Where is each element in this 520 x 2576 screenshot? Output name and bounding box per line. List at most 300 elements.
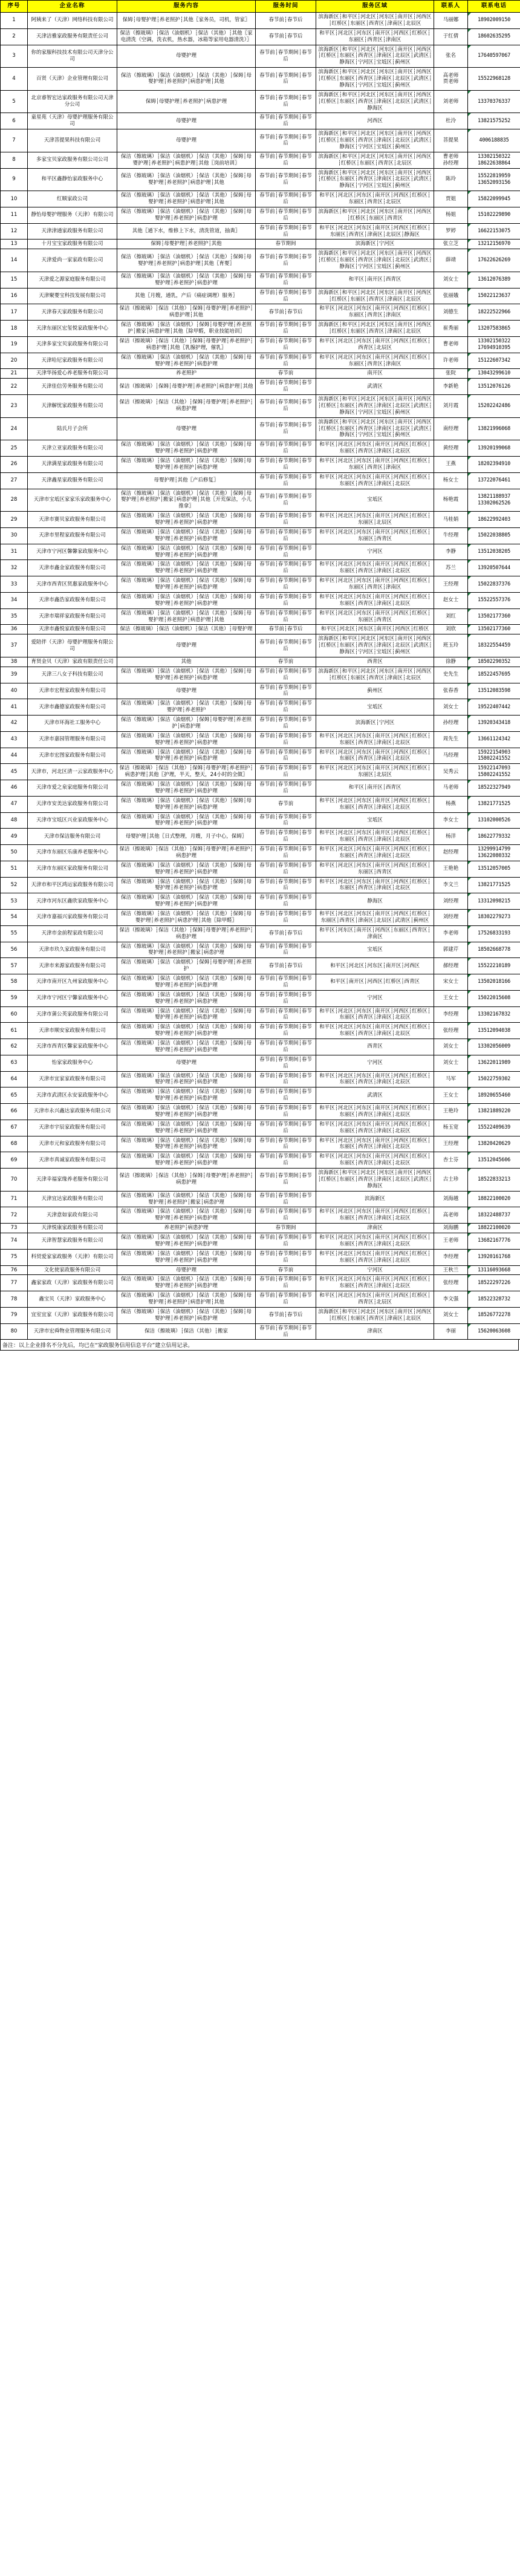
cell-service-time: 春节前┆春节期间┆春节后 <box>256 1087 316 1104</box>
cell-service-time: 春节前┆春节期间┆春节后 <box>256 129 316 152</box>
cell-services: 保洁（擦玻璃）┆保洁（油烟机）┆保洁（其他）┆保姆┆母婴护理┆养老照护┆病患护理 <box>117 272 256 288</box>
cell-service-time: 春节前┆春节后 <box>256 304 316 321</box>
cell-service-time: 春节前┆春节期间┆春节后 <box>256 1323 316 1340</box>
cell-services: 保洁（擦玻璃）┆保洁（油烟机）┆保洁（其他）┆保姆┆母婴护理┆养老照护┆病患护理 <box>117 1249 256 1265</box>
cell-contact-phone: 15022015608 <box>468 990 520 1006</box>
cell-contact-person: 高老师 贾老师 <box>434 68 468 91</box>
cell-service-area: 和平区┆河北区┆河东区┆南开区┆河西区┆红桥区┆东丽区┆西青区 <box>316 608 434 625</box>
cell-services: 保洁（擦玻璃）┆保洁（其他）┆搬家 <box>117 1323 256 1340</box>
cell-index: 67 <box>1 1120 28 1136</box>
cell-contact-phone: 18920655460 <box>468 1087 520 1104</box>
cell-service-area: 滨海新区┆宁河区 <box>316 240 434 249</box>
cell-service-time: 春节前┆春节期间┆春节后 <box>256 560 316 576</box>
cell-contact-phone: 19522407442 <box>468 699 520 716</box>
cell-services: 保洁（擦玻璃）┆保洁（油烟机）┆保洁（其他）┆保姆┆母婴护理┆养老照护┆病患护理┆其他〖除甲醛〗 <box>117 910 256 926</box>
cell-contact-person: 南经理 <box>434 417 468 440</box>
cell-contact-person: 马桂娟 <box>434 512 468 528</box>
table-row <box>1 45 520 68</box>
cell-contact-person: 王艳艳 <box>434 861 468 877</box>
table-row <box>1 1071 520 1087</box>
cell-service-area: 和平区┆河北区┆河东区┆南开区┆河西区┆红桥区┆东丽区┆西青区┆津南区┆北辰区┆武清区┆蓟州区 <box>316 910 434 926</box>
cell-service-area: 河西区 <box>316 113 434 129</box>
cell-services: 保洁（擦玻璃）┆保洁（油烟机）┆保洁（其他）┆保姆┆母婴护理┆养老照护┆病患护理 <box>117 440 256 457</box>
cell-index: 74 <box>1 1233 28 1250</box>
cell-contact-person: 杨姐 <box>434 207 468 223</box>
cell-service-time: 春节前 <box>256 1265 316 1275</box>
cell-index: 66 <box>1 1104 28 1120</box>
cell-contact-phone: 18526772278 <box>468 1307 520 1323</box>
cell-contact-phone: 13302167832 <box>468 1006 520 1023</box>
cell-service-area: 滨海新区 <box>316 1191 434 1207</box>
cell-service-area: 和平区┆河北区┆河东区┆南开区┆河西区┆红桥区┆东丽区┆西青区┆津南区┆北辰区 <box>316 560 434 576</box>
cell-services: 保洁（擦玻璃）┆保洁（油烟机）┆保洁（其他）┆保姆┆母婴护理┆养老照护┆病患护理 <box>117 576 256 593</box>
cell-services: 保洁（擦玻璃）┆保洁（其他）┆保姆┆母婴护理┆养老照护┆病患护理┆其他 <box>117 304 256 321</box>
cell-company-name: 天津市武清区永安家政服务中心 <box>28 1087 117 1104</box>
cell-service-time: 春节前┆春节后 <box>256 1307 316 1323</box>
cell-company-name: 科贸爱家家政服务（天津）有限公司 <box>28 1249 117 1265</box>
cell-company-name: 多家宝贝家政服务有限公司公司 <box>28 152 117 168</box>
cell-contact-person: 刘女士 <box>434 1039 468 1055</box>
table-row <box>1 1323 520 1340</box>
cell-company-name: 天津市宜家家政服务有限公司 <box>28 1071 117 1087</box>
cell-service-area: 津南区 <box>316 1224 434 1233</box>
table-row <box>1 845 520 861</box>
cell-contact-person: 李女士 <box>434 812 468 829</box>
cell-service-area: 宝坻区 <box>316 812 434 829</box>
cell-company-name: 天津市宏舜物业管理服务有限公司 <box>28 1323 117 1340</box>
cell-service-area: 和平区┆河北区┆河东区┆南开区┆河西区┆红桥区 <box>316 625 434 634</box>
cell-service-time: 春节前┆春节期间┆春节后 <box>256 440 316 457</box>
cell-service-time: 春节前┆春节期间┆春节后 <box>256 489 316 512</box>
cell-company-name: 天津智慧家政服务有限公司 <box>28 1233 117 1250</box>
cell-company-name: 爱陪伴（天津）母婴护理服务有限公司 <box>28 634 117 657</box>
cell-service-time: 春节前┆春节期间┆春节后 <box>256 1039 316 1055</box>
cell-contact-phone: 13212156970 <box>468 240 520 249</box>
cell-index: 80 <box>1 1323 28 1340</box>
column-header-time: 服务时间 <box>256 1 316 13</box>
cell-service-area: 宝坻区 <box>316 942 434 958</box>
cell-contact-phone: 15522210189 <box>468 958 520 974</box>
cell-service-time: 春节前┆春节期间┆春节后 <box>256 716 316 732</box>
cell-contact-phone: 18602635295 <box>468 28 520 45</box>
cell-service-time: 春节前┆春节期间┆春节后 <box>256 168 316 191</box>
cell-service-area: 和平区┆河北区┆河东区┆南开区┆河西区┆红桥区┆东丽区┆西青区 <box>316 861 434 877</box>
cell-service-time: 春节前┆春节期间┆春节后 <box>256 1023 316 1039</box>
cell-service-area: 和平区┆河北区┆河东区┆南开区┆河西区┆红桥区┆东丽区┆北辰区 <box>316 512 434 528</box>
cell-service-time: 春节前┆春节期间┆春节后 <box>256 207 316 223</box>
cell-contact-person: 宋女士 <box>434 974 468 991</box>
cell-index: 59 <box>1 990 28 1006</box>
cell-services: 保洁（擦玻璃）┆保洁（其他）┆保姆┆母婴护理┆养老照护┆病患护理┆其他〖护理，半天，整天，24小时的全做〗 <box>117 764 256 780</box>
table-row <box>1 68 520 91</box>
table-row <box>1 1224 520 1233</box>
cell-service-area: 和平区┆河北区┆河东区┆南开区┆河西区┆红桥区┆东丽区┆西青区┆津南区┆北辰区 <box>316 1006 434 1023</box>
cell-services: 保洁（擦玻璃）┆保洁（油烟机）┆保洁（其他）┆保姆┆母婴护理┆养老照护┆病患护理 <box>117 560 256 576</box>
cell-contact-person: 马丽娜 <box>434 13 468 29</box>
cell-service-time: 春节前┆春节期间┆春节后 <box>256 1152 316 1169</box>
table-row <box>1 113 520 129</box>
cell-contact-person: 李老师 <box>434 925 468 942</box>
cell-contact-phone: 13920161768 <box>468 1249 520 1265</box>
cell-service-time: 春节前┆春节期间┆春节后 <box>256 942 316 958</box>
cell-index: 71 <box>1 1191 28 1207</box>
cell-company-name: 天津市鑫悦家政服务有限公司 <box>28 625 117 634</box>
cell-company-name: 天津立亚家政服务有限公司 <box>28 440 117 457</box>
cell-index: 47 <box>1 796 28 812</box>
cell-contact-phone: 13920507644 <box>468 560 520 576</box>
table-row <box>1 288 520 304</box>
cell-company-name: 天津聚婴宝科技发展有限公司 <box>28 288 117 304</box>
cell-service-time: 春节前┆春节后 <box>256 28 316 45</box>
cell-contact-phone: 18522327949 <box>468 780 520 797</box>
table-row <box>1 877 520 893</box>
cell-contact-phone: 13312098215 <box>468 893 520 910</box>
cell-services: 保洁（擦玻璃）┆保洁（油烟机）┆保洁（其他）┆保姆┆母婴护理┆养老照护┆病患护理┆其他 <box>117 608 256 625</box>
cell-services: 保洁（擦玻璃）┆保洁（油烟机）┆保洁（其他）┆保姆┆母婴护理┆养老照护┆病患护理 <box>117 1006 256 1023</box>
cell-service-time: 春节前┆春节期间┆春节后 <box>256 829 316 845</box>
cell-services: 保洁（擦玻璃）┆保洁（油烟机）┆保洁（其他）┆保姆┆母婴护理┆养老照护┆搬家┆病患护理 <box>117 1191 256 1207</box>
table-row <box>1 191 520 207</box>
cell-contact-person: 高老师 <box>434 1207 468 1224</box>
cell-service-time: 春节前┆春节期间┆春节后 <box>256 877 316 893</box>
cell-contact-person: 李文兰 <box>434 877 468 893</box>
cell-company-name: 天津市西青区馨家家政服务中心 <box>28 1039 117 1055</box>
cell-index: 12 <box>1 223 28 240</box>
cell-index: 11 <box>1 207 28 223</box>
cell-service-area: 和平区┆河北区┆河东区┆南开区┆河西区┆红桥区┆东丽区┆西青区┆津南区┆北辰区 <box>316 1207 434 1224</box>
cell-contact-phone: 4006188835 <box>468 129 520 152</box>
cell-service-area: 武清区 <box>316 379 434 395</box>
cell-contact-person: 牛经理 <box>434 527 468 544</box>
cell-company-name: 天津华扬爱心养老服务有限公司 <box>28 369 117 379</box>
cell-company-name: 天津市真诚家政服务有限公司 <box>28 1152 117 1169</box>
cell-contact-person: 杨女士 <box>434 472 468 489</box>
cell-service-time: 春节前┆春节期间┆春节后 <box>256 353 316 369</box>
table-row <box>1 304 520 321</box>
cell-company-name: 天津市宇辰家政服务有限公司 <box>28 1120 117 1136</box>
cell-company-name: 鑫宝贝（天津）家政服务中心 <box>28 1291 117 1308</box>
cell-service-area: 蓟州区 <box>316 683 434 699</box>
cell-service-time: 春节前┆春节期间┆春节后 <box>256 683 316 699</box>
cell-company-name: 天津市鑫浩家政服务有限公司 <box>28 592 117 608</box>
table-row <box>1 634 520 657</box>
cell-company-name: 阿姨来了（天津）网络科技有限公司 <box>28 13 117 29</box>
cell-contact-phone: 17526833193 <box>468 925 520 942</box>
cell-company-name: 天津市嘉园管理服务有限公司 <box>28 731 117 748</box>
cell-services: 保洁（擦玻璃）┆保洁（油烟机）┆保洁（其他）┆保姆┆母婴护理┆养老照护┆病患护理 <box>117 1207 256 1224</box>
cell-services: 保洁（擦玻璃）┆保姆┆母婴护理┆养老照护┆病患护理┆其他 <box>117 379 256 395</box>
table-row <box>1 417 520 440</box>
table-row <box>1 699 520 716</box>
cell-contact-person: 王秋兰 <box>434 1265 468 1275</box>
cell-contact-person: 刘女士 <box>434 1307 468 1323</box>
cell-company-name: 天津市西青区贤惠家政服务中心 <box>28 576 117 593</box>
cell-contact-phone: 13722076461 <box>468 472 520 489</box>
cell-service-time: 春节前┆春节期间┆春节后 <box>256 974 316 991</box>
cell-contact-person: 杨玉宽 <box>434 1120 468 1136</box>
cell-service-area: 滨海新区┆和平区┆河北区┆河东区┆南开区┆河西区┆红桥区┆东丽区┆西青区┆津南区┆北辰区┆武清区┆静海区┆宁河区┆宝坻区┆蓟州区 <box>316 45 434 68</box>
cell-contact-phone: 13207583865 <box>468 321 520 337</box>
cell-index: 30 <box>1 527 28 544</box>
cell-service-time: 春节前┆春节期间┆春节后 <box>256 592 316 608</box>
table-row <box>1 958 520 974</box>
cell-contact-phone: 13612076389 <box>468 272 520 288</box>
cell-contact-person: 杨洋 <box>434 829 468 845</box>
cell-contact-phone: 18822100020 <box>468 1191 520 1207</box>
cell-index: 54 <box>1 910 28 926</box>
cell-contact-person: 王女士 <box>434 1087 468 1104</box>
cell-contact-person: 李静 <box>434 544 468 560</box>
cell-services: 保洁（擦玻璃）┆保洁（油烟机）┆保洁（其他）┆保姆┆母婴护理┆养老照护┆病患护理 <box>117 990 256 1006</box>
cell-index: 68 <box>1 1136 28 1152</box>
cell-service-area: 津南区 <box>316 1323 434 1340</box>
cell-contact-phone: 15522819959 13652093156 <box>468 168 520 191</box>
cell-service-time: 春节前┆春节期间┆春节后 <box>256 472 316 489</box>
cell-service-time: 春节前 <box>256 657 316 667</box>
cell-contact-phone: 15922154903 15802241552 <box>468 748 520 764</box>
cell-company-name: 天津春天家政服务有限公司 <box>28 304 117 321</box>
cell-service-area: 宝坻区 <box>316 699 434 716</box>
table-row <box>1 129 520 152</box>
cell-service-area: 和平区┆河北区┆河东区┆南开区┆河西区┆红桥区┆东丽区┆西青区┆津南区┆北辰区 <box>316 796 434 812</box>
cell-service-time: 春节前┆春节后 <box>256 925 316 942</box>
header-row <box>1 1 520 13</box>
table-row <box>1 861 520 877</box>
cell-index: 60 <box>1 1006 28 1023</box>
table-row <box>1 1006 520 1023</box>
cell-contact-phone: 13622011989 <box>468 1055 520 1071</box>
cell-services: 养老照护┆病患护理 <box>117 1224 256 1233</box>
cell-contact-phone: 18522833213 <box>468 1169 520 1192</box>
cell-service-area: 宁河区 <box>316 1265 434 1275</box>
cell-contact-phone: 18822100020 <box>468 1224 520 1233</box>
cell-service-time: 春节前┆春节期间┆春节后 <box>256 272 316 288</box>
cell-company-name: 天津市安美达家政服务有限公司 <box>28 796 117 812</box>
cell-contact-phone: 13302150322 17694910395 <box>468 336 520 353</box>
cell-services: 保洁（擦玻璃）┆保洁（油烟机）┆保洁（其他）┆保姆┆母婴护理┆养老照护┆病患护理 <box>117 667 256 683</box>
table-row <box>1 28 520 45</box>
cell-service-time: 春节前┆春节期间┆春节后 <box>256 223 316 240</box>
cell-services: 保洁（擦玻璃）┆保洁（油烟机）┆保洁（其他）┆保姆┆母婴护理┆养老照护┆病患护理 <box>117 1071 256 1087</box>
cell-services: 保洁（擦玻璃）┆保洁（油烟机）┆保洁（其他）┆保姆┆母婴护理┆养老照护┆病患护理┆其他〖育婴〗 <box>117 249 256 272</box>
cell-services: 保洁（擦玻璃）┆保洁（油烟机）┆保姆┆母婴护理┆养老照护┆搬家┆病患护理┆其他〖除甲醛，职业技能培训〗 <box>117 321 256 337</box>
cell-contact-phone: 13512076126 <box>468 379 520 395</box>
cell-contact-person: 刘海越 <box>434 1191 468 1207</box>
cell-contact-person: 王经理 <box>434 1136 468 1152</box>
cell-index: 6 <box>1 113 28 129</box>
cell-company-name: 天津市爱之泉家庭服务有限公司 <box>28 780 117 797</box>
cell-services: 保洁（擦玻璃）┆保洁（油烟机）┆保洁（其他）┆保姆┆母婴护理┆养老照护┆病患护理 <box>117 796 256 812</box>
cell-services: 保洁（擦玻璃）┆保洁（油烟机）┆保洁（其他）┆保姆┆母婴护理┆养老照护┆病患护理 <box>117 457 256 473</box>
cell-index: 39 <box>1 667 28 683</box>
cell-index: 58 <box>1 974 28 991</box>
cell-services: 保洁（擦玻璃）┆保洁（其他）┆保姆┆母婴护理┆养老照护┆病患护理┆其他〖乳腺护理，催乳〗 <box>117 336 256 353</box>
cell-services: 保洁（擦玻璃）┆保洁（油烟机）┆保洁（其他）┆其他〖家电清洗（空调，洗衣机，热水器，冰箱等家用电器清洗）〗 <box>117 28 256 45</box>
cell-company-name: 天津菩提果科技有限公司 <box>28 129 117 152</box>
cell-contact-person: 张立芝 <box>434 240 468 249</box>
cell-service-area: 和平区┆河北区┆河东区┆南开区┆河西区┆红桥区┆东丽区┆西青区┆津南区┆北辰区 <box>316 1152 434 1169</box>
table-row <box>1 1275 520 1291</box>
cell-services: 保洁（擦玻璃）┆保洁（油烟机）┆保姆┆母婴护理┆养老照护┆病患护理 <box>117 716 256 732</box>
cell-contact-phone: 13821889220 <box>468 1104 520 1120</box>
cell-contact-person: 许老师 <box>434 353 468 369</box>
cell-company-name: 天津意如家政有限公司 <box>28 1207 117 1224</box>
table-row <box>1 1249 520 1265</box>
cell-service-time: 春节期间 <box>256 240 316 249</box>
cell-services: 保洁（擦玻璃）┆保洁（油烟机）┆保洁（其他）┆保姆┆母婴护理┆养老照护┆搬家┆病患护理┆其他〖开荒保洁，小儿推拿〗 <box>117 489 256 512</box>
cell-service-time: 春节前┆春节期间┆春节后 <box>256 576 316 593</box>
cell-service-area: 和平区┆河东区┆南开区┆河西区┆东丽区┆西青区┆津南区 <box>316 925 434 942</box>
cell-service-time: 春节前┆春节期间┆春节后 <box>256 764 316 780</box>
table-row <box>1 440 520 457</box>
cell-contact-phone: 13920199068 <box>468 440 520 457</box>
cell-service-time: 春节前┆春节期间┆春节后 <box>256 379 316 395</box>
cell-company-name: 天津市瑞祥家政服务有限公司 <box>28 608 117 625</box>
cell-contact-phone: 13502177360 <box>468 608 520 625</box>
cell-contact-person: 杜泠 <box>434 113 468 129</box>
cell-company-name: 天津三八女子科技有限公司 <box>28 667 117 683</box>
cell-services: 保洁（擦玻璃）┆保洁（油烟机）┆保洁（其他）┆保姆┆母婴护理┆养老照护┆病患护理 <box>117 974 256 991</box>
cell-service-time: 春节前┆春节期间┆春节后 <box>256 1191 316 1207</box>
cell-services: 保洁（擦玻璃）┆保洁（油烟机）┆保洁（其他）┆保姆┆母婴护理┆养老照护┆病患护理 <box>117 592 256 608</box>
cell-company-name: 北京睿智宏达家政服务有限公司天津分公司 <box>28 90 117 113</box>
cell-service-time: 春节前┆春节期间┆春节后 <box>256 861 316 877</box>
cell-contact-phone: 15620063608 <box>468 1323 520 1340</box>
cell-service-time: 春节前┆春节期间┆春节后 <box>256 1207 316 1224</box>
cell-company-name: 天津市嘉福兴家政服务有限公司 <box>28 910 117 926</box>
cell-contact-phone: 15022038805 <box>468 527 520 544</box>
cell-contact-person: 王老师 <box>434 1233 468 1250</box>
cell-contact-person: 杨艳霞 <box>434 489 468 512</box>
cell-company-name: 鑫家家政（天津）家政服务有限公司 <box>28 1275 117 1291</box>
cell-contact-person: 张院 <box>434 369 468 379</box>
cell-index: 62 <box>1 1039 28 1055</box>
cell-contact-phone: 15022837376 <box>468 576 520 593</box>
cell-service-area: 滨海新区┆和平区┆河北区┆河东区┆南开区┆河西区┆红桥区┆东丽区┆西青区┆津南区┆北辰区┆武清区┆静海区┆宁河区┆宝坻区┆蓟州区 <box>316 634 434 657</box>
cell-contact-phone: 18202394910 <box>468 457 520 473</box>
cell-services: 保洁（擦玻璃）┆保洁（油烟机）┆保姆┆母婴护理┆养老照护 <box>117 958 256 974</box>
cell-index: 45 <box>1 764 28 780</box>
cell-service-time: 春节前┆春节期间┆春节后 <box>256 249 316 272</box>
cell-company-name: 怡家家政服务中心 <box>28 1055 117 1071</box>
cell-service-area: 和平区┆河北区┆河东区┆南开区┆河西区┆红桥区┆东丽区┆西青区┆津南区 <box>316 353 434 369</box>
cell-services: 其他 <box>117 657 256 667</box>
cell-service-area: 和平区┆南开区┆河西区┆红桥区┆西青区 <box>316 974 434 991</box>
cell-service-area: 和平区┆河北区┆河东区┆南开区┆河西区┆红桥区┆东丽区┆西青区┆津南区┆北辰区 <box>316 1275 434 1291</box>
cell-contact-phone: 13512083598 <box>468 683 520 699</box>
cell-contact-phone: 13502177360 <box>468 625 520 634</box>
cell-service-area: 和平区┆南开区┆西青区 <box>316 272 434 288</box>
cell-contact-phone: 13821771525 <box>468 877 520 893</box>
cell-service-area: 滨海新区┆和平区┆河北区┆河东区┆南开区┆河西区┆红桥区┆东丽区┆西青区┆津南区┆北辰区┆武清区┆静海区┆宁河区┆宝坻区┆蓟州区 <box>316 395 434 418</box>
cell-service-time: 春节前┆春节期间┆春节后 <box>256 1233 316 1250</box>
cell-services: 保洁（擦玻璃）┆保洁（油烟机）┆保洁（其他）┆保姆┆母婴护理┆养老照护┆病患护理┆其他 <box>117 191 256 207</box>
cell-contact-phone: 13512094038 <box>468 1023 520 1039</box>
table-header <box>1 1 520 13</box>
cell-index: 38 <box>1 657 28 667</box>
cell-index: 33 <box>1 576 28 593</box>
cell-service-time: 春节前┆春节期间┆春节后 <box>256 288 316 304</box>
cell-contact-phone: 13920343418 <box>468 716 520 732</box>
cell-service-area: 和平区┆河北区┆河东区┆南开区┆河西区┆红桥区┆东丽区┆西青区┆津南区┆北辰区 <box>316 1233 434 1250</box>
table-row <box>1 240 520 249</box>
cell-contact-phone: 16622153075 <box>468 223 520 240</box>
table-row <box>1 608 520 625</box>
table-row <box>1 168 520 191</box>
cell-contact-person: 徐静 <box>434 657 468 667</box>
table-row <box>1 457 520 473</box>
cell-contact-phone: 15022123637 <box>468 288 520 304</box>
column-header-index: 序号 <box>1 1 28 13</box>
cell-contact-phone: 13043299610 <box>468 369 520 379</box>
cell-contact-phone: 15022759302 <box>468 1071 520 1087</box>
cell-index: 53 <box>1 893 28 910</box>
cell-index: 37 <box>1 634 28 657</box>
cell-contact-person: 史先生 <box>434 667 468 683</box>
table-row <box>1 780 520 797</box>
column-header-phone: 联系电话 <box>468 1 520 13</box>
cell-contact-phone: 18622992403 <box>468 512 520 528</box>
cell-service-area: 宁河区 <box>316 1055 434 1071</box>
cell-services: 保洁（擦玻璃）┆保洁（油烟机）┆保洁（其他）┆保姆┆母婴护理┆养老照护┆病患护理 <box>117 731 256 748</box>
cell-service-area: 和平区┆河北区┆河东区┆南开区┆河西区┆红桥区┆东丽区┆西青区┆津南区 <box>316 304 434 321</box>
cell-service-time: 春节前┆春节期间┆春节后 <box>256 90 316 113</box>
cell-contact-phone: 15202242486 <box>468 395 520 418</box>
cell-company-name: 天津悦康家政服务有限公司 <box>28 1224 117 1233</box>
cell-index: 64 <box>1 1071 28 1087</box>
table-body <box>1 13 520 1340</box>
cell-company-name: 天津洁雅家政服务有限责任公司 <box>28 28 117 45</box>
cell-contact-person: 苏兰 <box>434 560 468 576</box>
cell-company-name: 红顺家政公司 <box>28 191 117 207</box>
cell-service-area: 和平区┆河北区┆河东区┆南开区┆河西区┆红桥区┆东丽区┆西青区 <box>316 527 434 544</box>
cell-company-name: 天津津通家政服务有限公司 <box>28 223 117 240</box>
cell-services: 保洁（擦玻璃）┆保洁（油烟机）┆保洁（其他）┆保姆┆母婴护理┆养老照护┆病患护理 <box>117 877 256 893</box>
table-row <box>1 353 520 369</box>
cell-company-name: 天津市鑫金家政服务有限公司 <box>28 560 117 576</box>
cell-company-name: 天津市宁河区馨馨家政服务中心 <box>28 544 117 560</box>
cell-company-name: 天津市金前程家政有限公司 <box>28 925 117 942</box>
table-row <box>1 527 520 544</box>
cell-company-name: 天津市蒲公英家政服务有限公司 <box>28 1006 117 1023</box>
cell-services: 保洁（擦玻璃）┆保洁（油烟机）┆保洁（其他）┆保姆┆母婴护理┆养老照护┆病患护理 <box>117 1307 256 1323</box>
cell-service-area: 和平区┆河北区┆河东区┆南开区┆河西区┆红桥区┆东丽区┆西青区┆津南区 <box>316 576 434 593</box>
cell-contact-phone: 17622626269 <box>468 249 520 272</box>
cell-contact-phone: 17640597067 <box>468 45 520 68</box>
cell-contact-phone: 13302056009 <box>468 1039 520 1055</box>
cell-service-area: 滨海新区┆和平区┆河北区┆河东区┆南开区┆河西区┆红桥区┆东丽区┆西青区┆津南区┆北辰区 <box>316 13 434 29</box>
cell-index: 77 <box>1 1275 28 1291</box>
cell-service-time: 春节前┆春节期间┆春节后 <box>256 1071 316 1087</box>
cell-service-area: 和平区┆河北区┆河东区┆南开区┆河西区┆红桥区┆东丽区┆西青区┆津南区┆北辰区 <box>316 845 434 861</box>
cell-company-name: 你的家服科技技术有限公司天津分公司 <box>28 45 117 68</box>
cell-index: 22 <box>1 379 28 395</box>
cell-index: 24 <box>1 417 28 440</box>
cell-services: 保姆┆母婴护理┆养老照护┆其他〖家务员，司机，管家〗 <box>117 13 256 29</box>
cell-services: 保洁（擦玻璃）┆保洁（油烟机）┆保洁（其他）┆保姆┆母婴护理┆养老照护┆病患护理 <box>117 1152 256 1169</box>
cell-contact-person: 郝经理 <box>434 958 468 974</box>
cell-service-area: 和平区┆河北区┆河东区┆南开区┆河西区┆红桥区┆东丽区┆西青区┆津南区┆北辰区 <box>316 1136 434 1152</box>
cell-index: 1 <box>1 13 28 29</box>
cell-index: 73 <box>1 1224 28 1233</box>
cell-service-area: 和平区┆河北区┆河东区┆南开区┆河西区┆红桥区┆西青区┆北辰区 <box>316 1291 434 1308</box>
cell-contact-person: 杏士芬 <box>434 1152 468 1169</box>
cell-index: 27 <box>1 472 28 489</box>
table-row <box>1 764 520 780</box>
cell-service-area: 宁河区 <box>316 544 434 560</box>
cell-services: 保洁（擦玻璃）┆保洁（油烟机）┆保洁（其他）┆保姆┆母婴护理┆养老照护┆病患护理 <box>117 1275 256 1291</box>
table-row <box>1 544 520 560</box>
